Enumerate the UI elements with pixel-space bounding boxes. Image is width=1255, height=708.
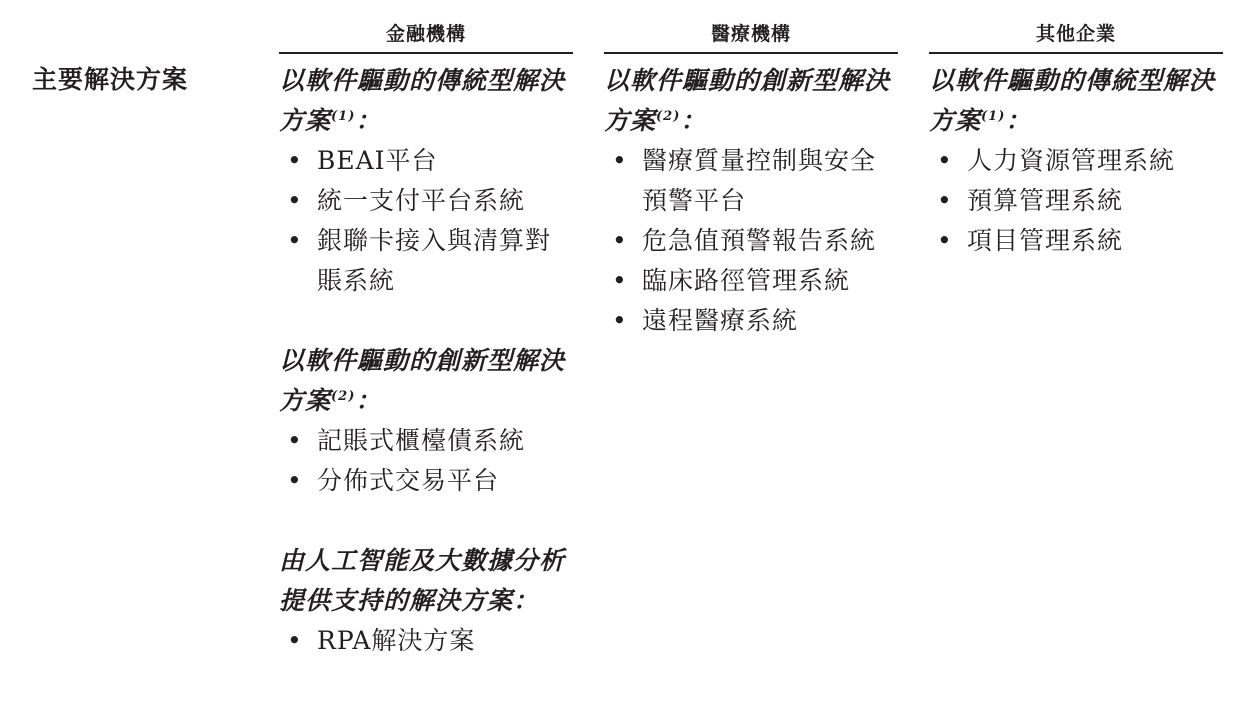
section-title: 以軟件驅動的傳統型解決方案$^{(1)}$： [279, 66, 566, 135]
solution-list [604, 141, 898, 341]
list-item: • 遠程醫療系統 [604, 301, 877, 341]
list-item: • 項目管理系統 [929, 221, 1202, 261]
solution-section [279, 541, 573, 661]
list-item: • 銀聯卡接入與清算對賬系統 [279, 221, 552, 301]
solution-section [279, 341, 573, 501]
list-item: • 統一支付平台系統 [279, 181, 552, 221]
solution-list [279, 621, 573, 661]
list-item: • 醫療質量控制與安全預警平台 [604, 141, 877, 221]
section-title: 以軟件驅動的創新型解決方案$^{(2)}$： [279, 346, 566, 415]
solution-section [604, 61, 898, 341]
list-item: • 記賬式櫃檯債系統 [279, 421, 552, 461]
footnote-marker: (2) [656, 109, 681, 124]
footnote-marker: (1) [331, 109, 356, 124]
solution-section [929, 61, 1223, 261]
section-title: 以軟件驅動的傳統型解決方案$^{(1)}$： [929, 66, 1216, 135]
column-body [279, 54, 573, 661]
column-header: 醫療機構 [604, 16, 898, 54]
column-header: 金融機構 [279, 16, 573, 54]
row-label-main-solutions: 主要解決方案 [32, 65, 189, 94]
column-body [604, 54, 898, 341]
list-item: • 分佈式交易平台 [279, 461, 552, 501]
solution-list [929, 141, 1223, 261]
list-item: • RPA解決方案 [279, 621, 552, 661]
footnote-marker: (1) [981, 109, 1006, 124]
solution-list [279, 421, 573, 501]
section-title: 由人工智能及大數據分析提供支持的解決方案： [279, 546, 566, 615]
list-item: • 人力資源管理系統 [929, 141, 1202, 181]
list-item: • 危急值預警報告系統 [604, 221, 877, 261]
column-header: 其他企業 [929, 16, 1223, 54]
list-item: • BEAI平台 [279, 141, 552, 181]
solution-list [279, 141, 573, 301]
list-item: • 預算管理系統 [929, 181, 1202, 221]
solution-section [279, 61, 573, 301]
column-other-enterprises [929, 16, 1223, 261]
section-title: 以軟件驅動的創新型解決方案$^{(2)}$： [604, 66, 891, 135]
column-financial-institutions [279, 16, 573, 661]
column-body [929, 54, 1223, 261]
column-medical-institutions [604, 16, 898, 341]
list-item: • 臨床路徑管理系統 [604, 261, 877, 301]
footnote-marker: (2) [331, 389, 356, 404]
